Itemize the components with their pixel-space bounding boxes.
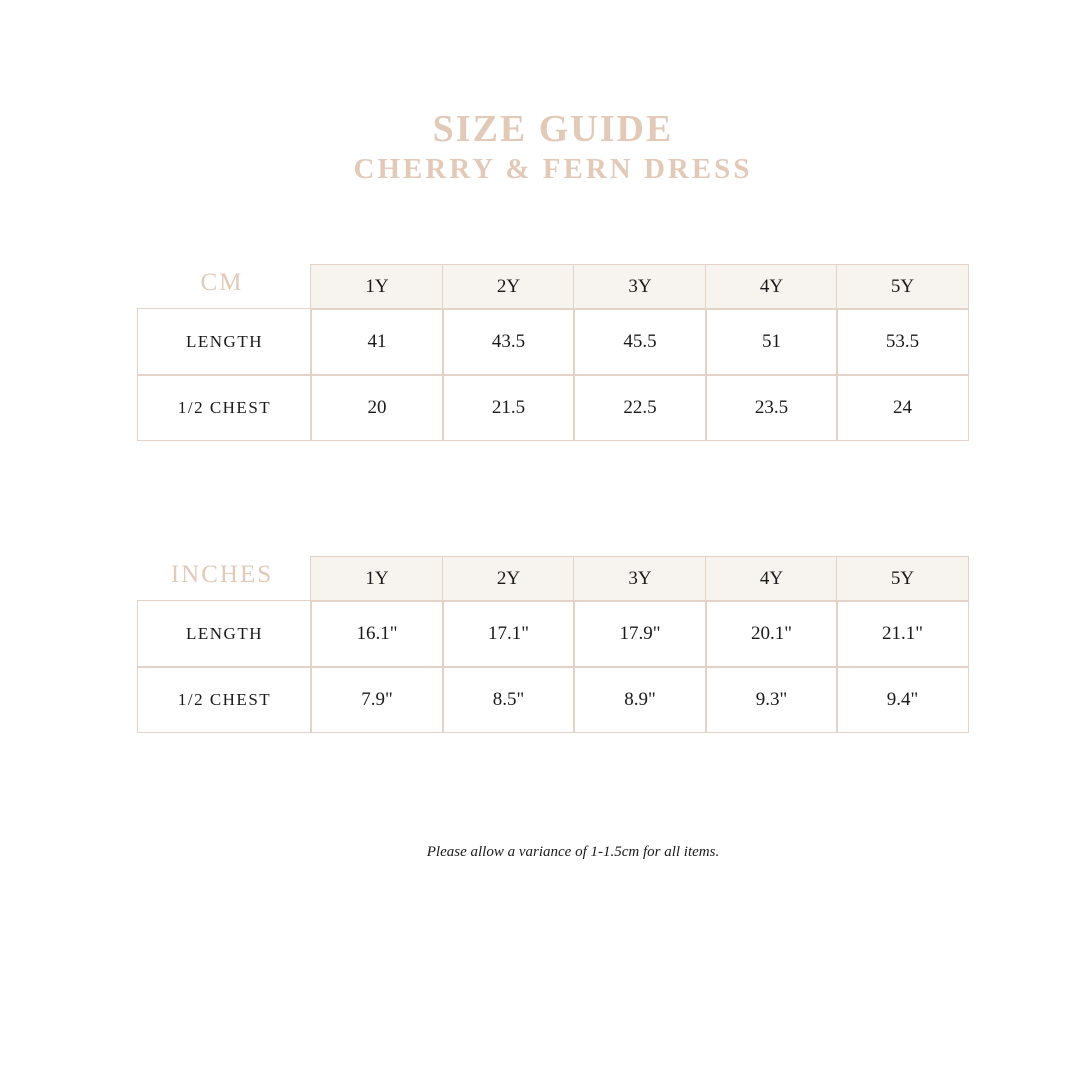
table-cell: 9.3" xyxy=(705,666,838,733)
table-cell: 20 xyxy=(310,374,444,441)
table-cell: 21.1" xyxy=(836,600,969,668)
page-title: SIZE GUIDE xyxy=(432,108,674,150)
table-cell: 53.5 xyxy=(836,308,969,376)
variance-note: Please allow a variance of 1-1.5cm for all items. xyxy=(426,844,720,860)
unit-label-cm: CM xyxy=(200,269,244,296)
page-subtitle: CHERRY & FERN DRESS xyxy=(353,153,753,185)
table-cell: 17.9" xyxy=(573,600,707,668)
table-cell: 17.1" xyxy=(442,600,575,668)
unit-label-inches: INCHES xyxy=(170,561,274,588)
table-cell: 8.9" xyxy=(573,666,707,733)
row-label-length: LENGTH xyxy=(137,600,312,668)
table-cell: 23.5 xyxy=(705,374,838,441)
column-header: 3Y xyxy=(573,556,707,602)
table-cell: 20.1" xyxy=(705,600,838,668)
row-label-length: LENGTH xyxy=(137,308,312,376)
table-cell: 51 xyxy=(705,308,838,376)
table-cell: 41 xyxy=(310,308,444,376)
size-table-inches xyxy=(137,556,969,734)
table-cell: 22.5 xyxy=(573,374,707,441)
row-label-half-chest: 1/2 CHEST xyxy=(137,374,312,441)
column-header: 4Y xyxy=(705,556,838,602)
column-header: 2Y xyxy=(442,264,575,310)
table-cell: 24 xyxy=(836,374,969,441)
column-header: 4Y xyxy=(705,264,838,310)
column-header: 5Y xyxy=(836,556,969,602)
column-header: 2Y xyxy=(442,556,575,602)
table-cell: 43.5 xyxy=(442,308,575,376)
table-cell: 8.5" xyxy=(442,666,575,733)
column-header: 1Y xyxy=(310,264,444,310)
column-header: 1Y xyxy=(310,556,444,602)
column-header: 3Y xyxy=(573,264,707,310)
size-table-cm xyxy=(137,264,969,442)
row-label-half-chest: 1/2 CHEST xyxy=(137,666,312,733)
table-cell: 7.9" xyxy=(310,666,444,733)
table-cell: 45.5 xyxy=(573,308,707,376)
column-header: 5Y xyxy=(836,264,969,310)
table-cell: 9.4" xyxy=(836,666,969,733)
table-cell: 16.1" xyxy=(310,600,444,668)
table-cell: 21.5 xyxy=(442,374,575,441)
